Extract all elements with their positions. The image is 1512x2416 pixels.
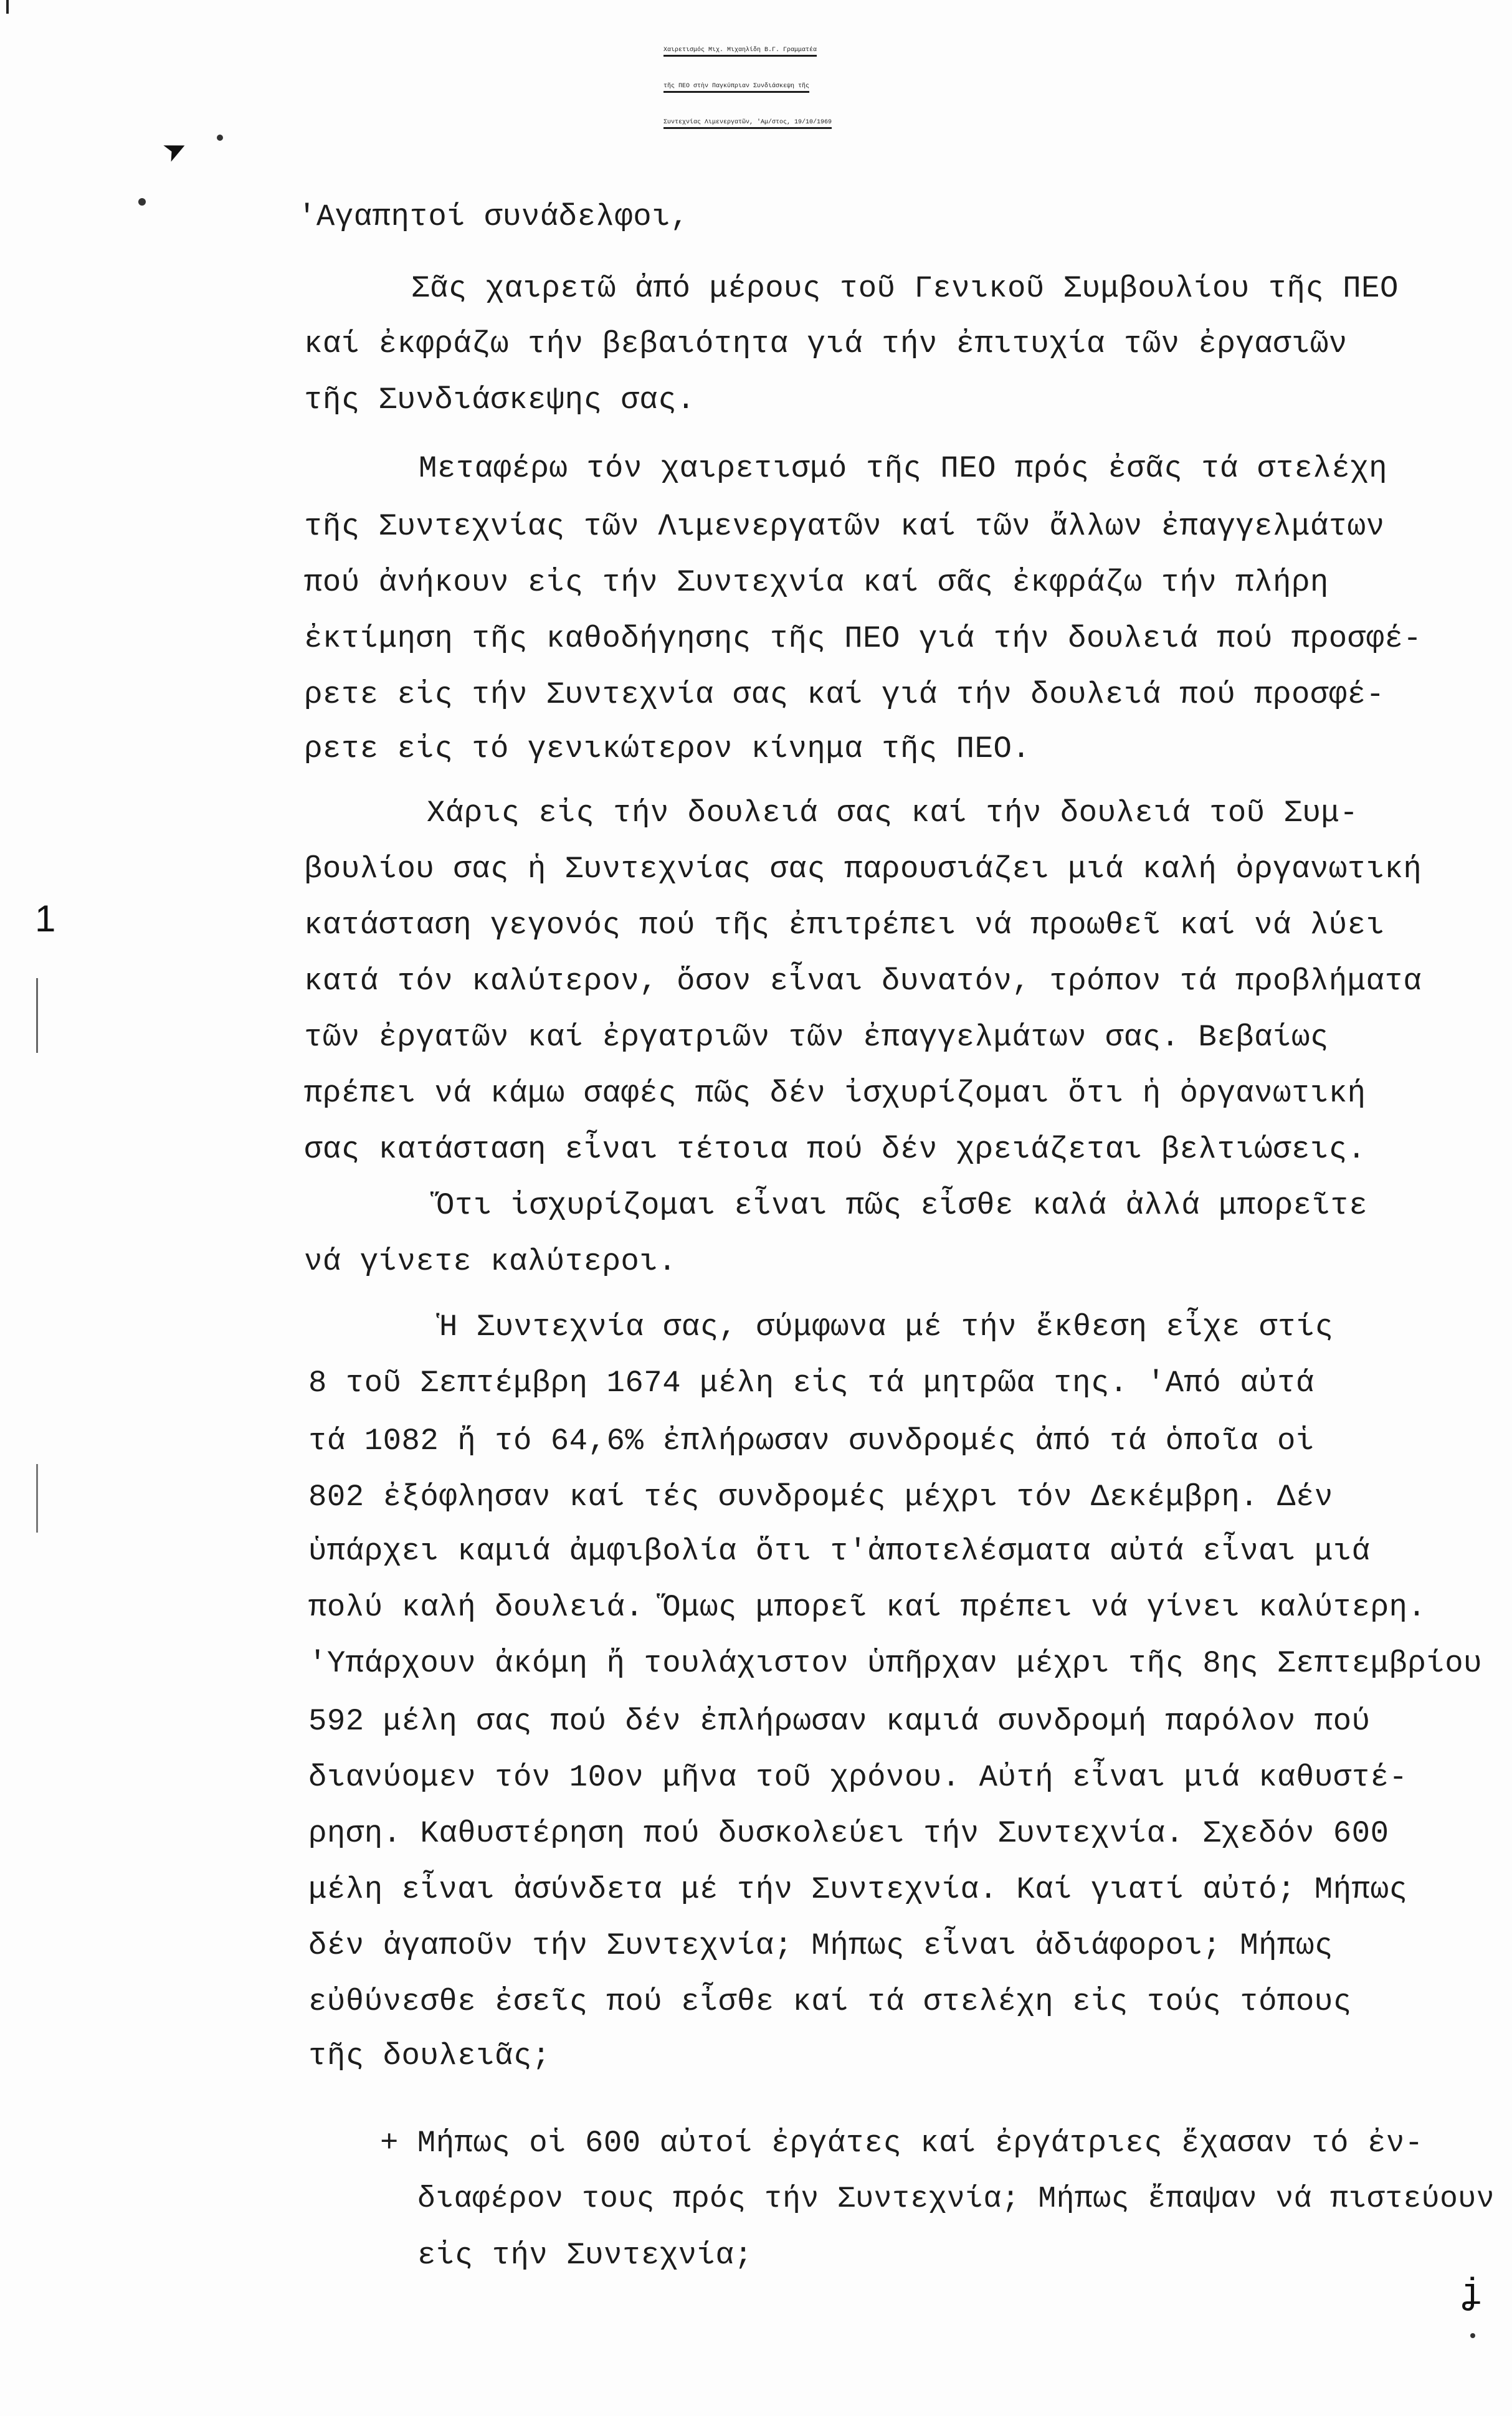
body-line: Ὅτι ἰσχυρίζομαι εἶναι πῶς εἶσθε καλά ἀλλά μπορεῖτε: [436, 1188, 1368, 1223]
body-line: μέλη εἶναι ἀσύνδετα μέ τήν Συντεχνία. Καί γιατί αὐτό; Μήπως: [308, 1872, 1408, 1907]
greeting: 'Αγαπητοί συνάδελφοι,: [298, 199, 690, 234]
body-line: τά 1082 ἤ τό 64,6% ἐπλήρωσαν συνδρομές ἀπό τά ὁποῖα οἱ: [308, 1424, 1315, 1458]
margin-rule: [36, 1464, 38, 1533]
body-line: Χάρις εἰς τήν δουλειά σας καί τήν δουλειά τοῦ Συμ-: [427, 796, 1359, 830]
body-line: διανύομεν τόν 10ον μῆνα τοῦ χρόνου. Αὐτή εἶναι μιά καθυστέ-: [308, 1760, 1408, 1795]
body-line: ρετε εἰς τό γενικώτερον κίνημα τῆς ΠΕΟ.: [304, 731, 1031, 766]
body-line: 'Υπάρχουν ἀκόμη ἤ τουλάχιστον ὑπῆρχαν μέχρι τῆς 8ης Σεπτεμβρίου: [308, 1646, 1483, 1681]
body-line: + Μήπως οἱ 600 αὐτοί ἐργάτες καί ἐργάτριες ἔχασαν τό ἐν-: [380, 2126, 1424, 2161]
corner-dot: [1470, 2333, 1475, 2338]
body-line: σας κατάσταση εἶναι τέτοια πού δέν χρειάζεται βελτιώσεις.: [304, 1132, 1366, 1167]
body-line: 802 ἐξόφλησαν καί τές συνδρομές μέχρι τόν Δεκέμβρη. Δέν: [308, 1480, 1333, 1515]
body-line: διαφέρον τους πρός τήν Συντεχνία; Μήπως ἔπαψαν νά πιστεύουν: [417, 2182, 1495, 2216]
body-line: τῆς Συντεχνίας τῶν Λιμενεργατῶν καί τῶν ἄλλων ἐπαγγελμάτων: [304, 509, 1385, 544]
body-line: εὐθύνεσθε ἐσεῖς πού εἶσθε καί τά στελέχη εἰς τούς τόπους: [308, 1984, 1352, 2019]
body-line: κατάσταση γεγονός πού τῆς ἐπιτρέπει νά προωθεῖ καί νά λύει: [304, 908, 1385, 943]
body-line: 592 μέλη σας πού δέν ἐπλήρωσαν καμιά συνδρομή παρόλον πού: [308, 1704, 1371, 1739]
margin-dot: [138, 198, 146, 206]
body-line: πού ἀνήκουν εἰς τήν Συντεχνία καί σᾶς ἐκφράζω τήν πλήρη: [304, 565, 1329, 600]
body-line: τῆς δουλειᾶς;: [308, 2038, 551, 2073]
left-edge-tick: [6, 0, 9, 14]
body-line: τῶν ἐργατῶν καί ἐργατριῶν τῶν ἐπαγγελμάτων σας. Βεβαίως: [304, 1020, 1329, 1055]
body-line: ὑπάρχει καμιά ἀμφιβολία ὅτι τ'ἀποτελέσματα αὐτά εἶναι μιά: [308, 1534, 1371, 1569]
body-line: Ἡ Συντεχνία σας, σύμφωνα μέ τήν ἔκθεση εἶχε στίς: [439, 1310, 1334, 1344]
body-line: νά γίνετε καλύτεροι.: [304, 1244, 677, 1279]
header-line-3: Συντεχνίας Λιμενεργατῶν, 'Αμ/στος, 19/10/1969: [663, 119, 832, 126]
body-line: δέν ἀγαποῦν τήν Συντεχνία; Μήπως εἶναι ἀδιάφοροι; Μήπως: [308, 1928, 1333, 1963]
body-line: 8 τοῦ Σεπτέμβρη 1674 μέλη εἰς τά μητρῶα της. 'Από αὐτά: [308, 1366, 1315, 1401]
body-line: Μεταφέρω τόν χαιρετισμό τῆς ΠΕΟ πρός ἐσᾶς τά στελέχη: [419, 451, 1388, 486]
body-line: κατά τόν καλύτερον, ὅσον εἶναι δυνατόν, τρόπον τά προβλήματα: [304, 964, 1422, 999]
body-line: πολύ καλή δουλειά. Ὅμως μπορεῖ καί πρέπει νά γίνει καλύτερη.: [308, 1590, 1427, 1625]
body-line: καί ἐκφράζω τήν βεβαιότητα γιά τήν ἐπιτυχία τῶν ἐργασιῶν: [304, 326, 1348, 361]
body-line: βουλίου σας ἡ Συντεχνίας σας παρουσιάζει μιά καλή ὀργανωτική: [304, 852, 1422, 887]
margin-dot: [217, 135, 223, 141]
corner-scribble: ʝ: [1461, 2274, 1483, 2314]
body-line: εἰς τήν Συντεχνία;: [417, 2238, 753, 2273]
header-line-2: τῆς ΠΕΟ στὴν Παγκύπριαν Συνδιάσκεψη τῆς: [663, 83, 810, 90]
margin-rule: [36, 978, 38, 1053]
body-line: τῆς Συνδιάσκεψης σας.: [304, 383, 696, 417]
margin-number: 1: [35, 898, 56, 939]
header-line-1: Χαιρετισμός Μιχ. Μιχαηλίδη Β.Γ. Γραμματέα: [663, 47, 817, 54]
body-line: ρετε εἰς τήν Συντεχνία σας καί γιά τήν δουλειά πού προσφέ-: [304, 677, 1385, 712]
body-line: Σᾶς χαιρετῶ ἀπό μέρους τοῦ Γενικοῦ Συμβουλίου τῆς ΠΕΟ: [411, 271, 1399, 306]
body-line: ρηση. Καθυστέρηση πού δυσκολεύει τήν Συντεχνία. Σχεδόν 600: [308, 1816, 1389, 1851]
margin-arrow-mark: ➤: [157, 128, 199, 179]
body-line: πρέπει νά κάμω σαφές πῶς δέν ἰσχυρίζομαι ὅτι ἡ ὀργανωτική: [304, 1076, 1366, 1111]
header-block: [663, 32, 1498, 141]
body-line: ἐκτίμηση τῆς καθοδήγησης τῆς ΠΕΟ γιά τήν δουλειά πού προσφέ-: [304, 621, 1422, 656]
